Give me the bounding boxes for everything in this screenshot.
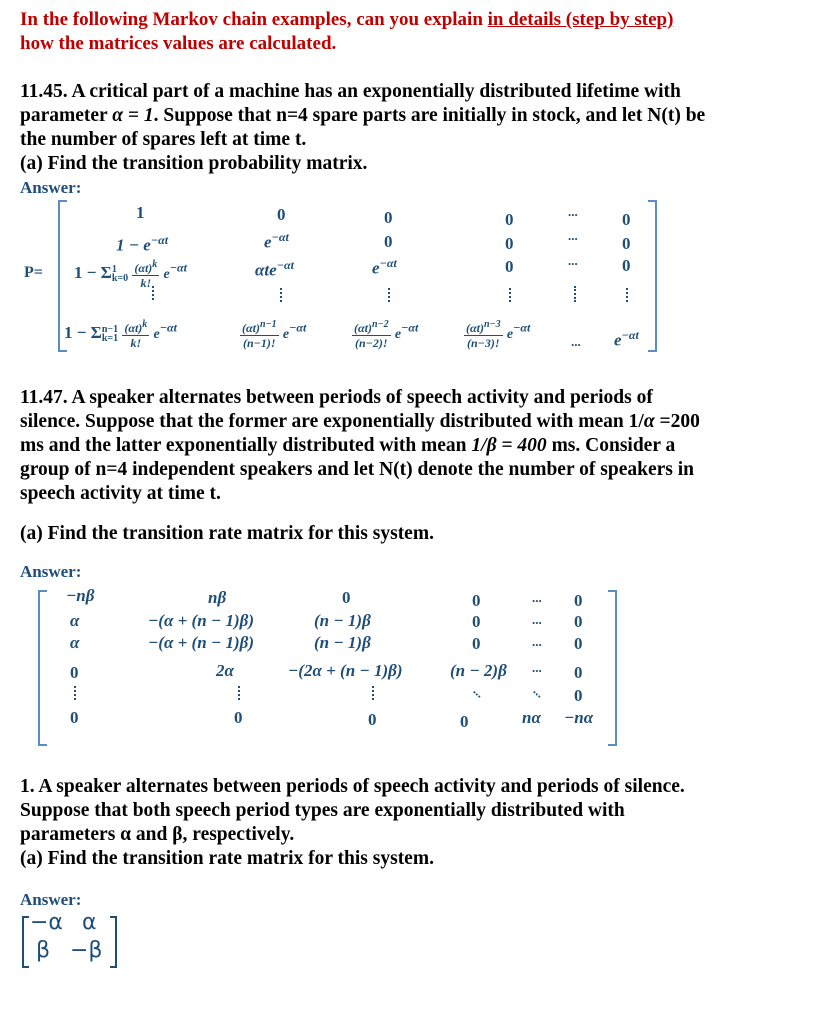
- p-frac: [352, 318, 391, 350]
- s-cell: β: [36, 938, 51, 963]
- r-cell: 0: [342, 588, 351, 607]
- p-num: (αt): [466, 321, 484, 335]
- p-exp: −αt: [401, 320, 419, 335]
- p-exp: −αt: [276, 258, 294, 272]
- p-vdots: [574, 286, 578, 302]
- p-cell: 0: [505, 257, 514, 276]
- r-right-bracket: [608, 590, 617, 746]
- p-r3c1: [74, 258, 187, 290]
- q1147-line-6: (a) Find the transition rate matrix for this system.: [20, 523, 434, 544]
- p-r5c3: [352, 318, 418, 350]
- q1-line-1: 1. A speaker alternates between periods of speech activity and periods of silence.: [20, 776, 685, 797]
- intro-underlined: in details (step by step): [487, 9, 674, 30]
- p-cell: 0: [384, 208, 393, 227]
- q1147-l2a: silence. Suppose that the former are exponentially distributed with mean 1/: [20, 411, 644, 432]
- q1147-l3a: ms and the latter exponentially distributed with mean: [20, 435, 472, 456]
- q1145-l2a: parameter: [20, 105, 113, 126]
- p-exp: −αt: [289, 320, 307, 335]
- p-ellipsis: ...: [571, 334, 581, 349]
- p-r5c4: [464, 318, 530, 350]
- r-cell: 0: [574, 686, 583, 705]
- p-e: e: [372, 258, 380, 278]
- p-num: (αt): [124, 321, 143, 335]
- r-cell: 0: [70, 663, 79, 682]
- p-cell: 1: [136, 203, 145, 222]
- q1145-line-2: [20, 104, 705, 129]
- p-ellipsis: ...: [568, 204, 578, 219]
- q1145-line-1: 11.45. A critical part of a machine has an exponentially distributed lifetime with: [20, 81, 681, 102]
- r-cell: 0: [234, 708, 243, 727]
- q1147-line-4: group of n=4 independent speakers and let N(t) denote the number of speakers in: [20, 459, 694, 480]
- p-den: (n−2)!: [354, 336, 388, 350]
- p-sum-sub: k=0: [111, 273, 129, 284]
- p-e: e: [163, 266, 170, 282]
- p-sum: 1 − Σ: [74, 262, 112, 282]
- p-exp: −αt: [621, 328, 639, 342]
- r-ellipsis: ...: [532, 660, 542, 675]
- q1147-l3b: ms. Consider a: [546, 435, 676, 456]
- r-cell: nβ: [208, 588, 227, 607]
- r-cell: 0: [574, 634, 583, 653]
- p-label: P=: [24, 264, 43, 281]
- p-ellipsis: ...: [568, 228, 578, 243]
- p-num-exp: k: [152, 259, 158, 270]
- p-e: e: [614, 330, 622, 350]
- r-cell: 0: [472, 591, 481, 610]
- r-ellipsis: ...: [532, 590, 542, 605]
- p-r2c1-text: 1 − e: [116, 235, 151, 255]
- r-cell: 0: [574, 612, 583, 631]
- r-vdots: [74, 686, 78, 700]
- p-ellipsis: ...: [568, 253, 578, 268]
- r-vdots: [372, 686, 376, 700]
- p-den: (n−1)!: [242, 336, 276, 350]
- q1145-answer: Answer:: [20, 178, 82, 197]
- p-r5c2: [240, 318, 306, 350]
- p-cell: 0: [622, 234, 631, 253]
- q1145-l2b: . Suppose that n=4 spare parts are initially in stock, and let N(t) be: [153, 105, 706, 126]
- p-e: e: [153, 326, 160, 342]
- r-cell: α: [70, 611, 80, 630]
- r-diag-dots: ...: [470, 682, 488, 701]
- r-cell: 0: [70, 708, 79, 727]
- q1-line-4: (a) Find the transition rate matrix for this system.: [20, 848, 434, 869]
- p-r5c1: [64, 318, 177, 350]
- p-exp: −αt: [379, 256, 397, 270]
- s-right-bracket: [110, 916, 117, 968]
- r-cell: −(α + (n − 1)β): [148, 633, 255, 652]
- p-sum: 1 − Σ: [64, 322, 102, 342]
- p-vdots: [509, 288, 513, 302]
- r-cell: 0: [472, 634, 481, 653]
- r-diag-dots: ...: [530, 682, 548, 701]
- r-cell: (n − 1)β: [314, 611, 371, 630]
- p-r2c2: [264, 230, 289, 253]
- p-r5c6: [614, 328, 639, 351]
- q1147-l2b: =200: [654, 411, 700, 432]
- intro-text: In the following Markov chain examples, can you explain: [20, 9, 488, 30]
- p-vdots: [280, 288, 284, 302]
- r-cell: 0: [368, 710, 377, 729]
- p-den: k!: [140, 276, 152, 290]
- p-num: (αt): [354, 321, 372, 335]
- alpha: α: [643, 411, 655, 432]
- p-cell: 0: [277, 205, 286, 224]
- p-exp: −αt: [169, 260, 188, 275]
- s-cell: −α: [30, 910, 63, 935]
- r-cell: 2α: [216, 661, 234, 680]
- p-e: e: [394, 326, 402, 342]
- r-cell: nα: [522, 708, 541, 727]
- intro-line-2: how the matrices values are calculated.: [20, 33, 337, 54]
- r-cell: 0: [460, 712, 469, 731]
- p-num-exp: k: [142, 319, 148, 330]
- p-num-exp: n−1: [259, 319, 277, 330]
- p-exp: −αt: [513, 320, 531, 335]
- r-cell: (n − 1)β: [314, 633, 371, 652]
- p-r3c2: [255, 258, 294, 281]
- p-exp: −αt: [159, 320, 178, 335]
- r-ellipsis: ...: [532, 634, 542, 649]
- p-cell: 0: [505, 234, 514, 253]
- r-cell: −(α + (n − 1)β): [148, 611, 255, 630]
- r-cell: 0: [574, 663, 583, 682]
- q1145-line-4: (a) Find the transition probability matrix.: [20, 153, 368, 174]
- q1147-line-5: speech activity at time t.: [20, 483, 221, 504]
- p-num-exp: n−2: [371, 319, 389, 330]
- p-sum-sup: n−1: [101, 324, 119, 335]
- p-exp: −αt: [150, 233, 169, 247]
- r-left-bracket: [38, 590, 47, 746]
- p-frac: [122, 318, 149, 350]
- q1145-line-3: the number of spares left at time t.: [20, 129, 307, 150]
- r-cell: α: [70, 633, 80, 652]
- p-e: e: [282, 326, 290, 342]
- p-cell: 0: [505, 210, 514, 229]
- p-sum-sup: 1: [111, 264, 117, 275]
- q1147-answer: Answer:: [20, 562, 82, 581]
- p-e: e: [264, 232, 272, 252]
- s-cell: α: [82, 910, 97, 935]
- p-num: (αt): [242, 321, 260, 335]
- p-sum-sub: k=1: [101, 333, 119, 344]
- p-num-exp: n−3: [483, 319, 501, 330]
- p-cell: 0: [384, 232, 393, 251]
- q1-answer: Answer:: [20, 890, 82, 909]
- q1147-line-1: 11.47. A speaker alternates between periods of speech activity and periods of: [20, 387, 653, 408]
- r-cell: 0: [472, 612, 481, 631]
- p-frac: [240, 318, 279, 350]
- q1147-line-2: [20, 410, 700, 435]
- p-right-bracket: [648, 200, 657, 352]
- p-r2c1: [116, 233, 168, 256]
- r-cell: −nα: [564, 708, 594, 727]
- intro-line-1: [20, 8, 673, 32]
- p-ate: αte: [255, 260, 277, 280]
- alpha-eq: α = 1: [112, 105, 154, 126]
- p-vdots: [388, 288, 392, 302]
- p-r3c3: [372, 256, 397, 279]
- q1-line-2: Suppose that both speech period types are exponentially distributed with: [20, 800, 625, 821]
- p-num: (αt): [134, 261, 153, 275]
- p-cell: 0: [622, 256, 631, 275]
- r-cell: 0: [574, 591, 583, 610]
- beta-eq: 1/β = 400: [471, 435, 547, 456]
- q1-line-3: parameters α and β, respectively.: [20, 824, 295, 845]
- r-cell: −nβ: [66, 586, 95, 605]
- p-den: (n−3)!: [466, 336, 500, 350]
- s-left-bracket: [22, 916, 29, 968]
- p-vdots: [152, 286, 156, 300]
- r-ellipsis: ...: [532, 612, 542, 627]
- r-cell: −(2α + (n − 1)β): [288, 661, 403, 680]
- q1147-line-3: [20, 434, 675, 459]
- p-vdots: [626, 288, 630, 302]
- r-cell: (n − 2)β: [450, 661, 507, 680]
- s-cell: −β: [70, 938, 103, 963]
- p-e: e: [506, 326, 514, 342]
- p-frac: [464, 318, 503, 350]
- p-exp: −αt: [271, 230, 289, 244]
- p-cell: 0: [622, 210, 631, 229]
- p-den: k!: [130, 336, 142, 350]
- r-vdots: [238, 686, 242, 700]
